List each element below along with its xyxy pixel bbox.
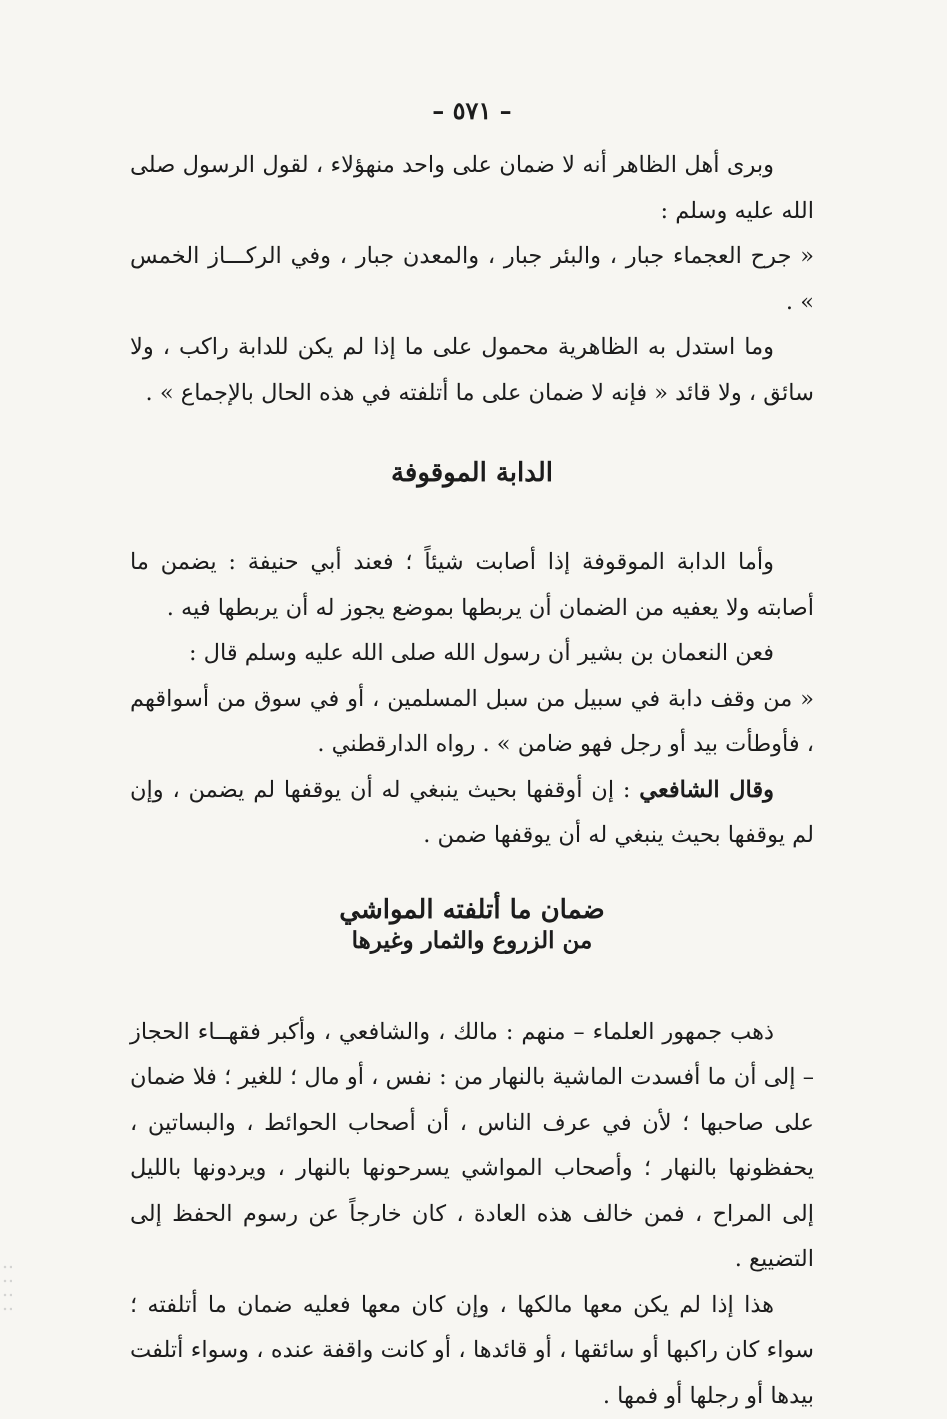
- section-subheading-damaan: من الزروع والثمار وغيرها: [130, 927, 814, 954]
- paragraph-numan-narration: فعن النعمان بن بشير أن رسول الله صلى الله عليه وسلم قال :: [130, 631, 814, 677]
- shafii-label: وقال الشافعي: [639, 777, 774, 803]
- shafii-text: : إن أوقفها بحيث ينبغي له أن يوقفها لم يضمن ، وإن لم يوقفها بحيث ينبغي له أن يوقفها ضمن .: [130, 777, 814, 849]
- paragraph-zahiri-evidence: وما استدل به الظاهرية محمول على ما إذا لم يكن للدابة راكب ، ولا سائق ، ولا قائد « فإنه لا ضمان على ما أتلفته في هذه الحال بالإجماع » .: [130, 325, 814, 416]
- paragraph-abu-hanifa: وأما الدابة الموقوفة إذا أصابت شيئاً ؛ فعند أبي حنيفة : يضمن ما أصابته ولا يعفيه من الضمان أن يربطها بموضع يجوز له أن يربطها فيه .: [130, 540, 814, 631]
- book-page: [130, 96, 814, 1419]
- paragraph-shafii: [130, 768, 814, 859]
- paragraph-zahiri-view: وبرى أهل الظاهر أنه لا ضمان على واحد منهؤلاء ، لقول الرسول صلى الله عليه وسلم :: [130, 143, 814, 234]
- section-heading-mawqufa: الدابة الموقوفة: [130, 458, 814, 488]
- hadith-quote-waqf: « من وقف دابة في سبيل من سبل المسلمين ، أو في سوق من أسواقهم ، فأوطأت بيد أو رجل فهو ضامن » . رواه الدارقطني .: [130, 677, 814, 768]
- hadith-quote-ajma: « جرح العجماء جبار ، والبئر جبار ، والمعدن جبار ، وفي الركـــاز الخمس » .: [130, 234, 814, 325]
- page-number: – ٥٧١ –: [130, 96, 814, 125]
- scan-speckle-decoration: [2, 1260, 12, 1320]
- paragraph-jumhur: ذهب جمهور العلماء – منهم : مالك ، والشافعي ، وأكبر فقهــاء الحجاز – إلى أن ما أفسدت الماشية بالنهار من : نفس ، أو مال ؛ للغير ؛ فلا ضمان على صاحبها ؛ لأن في عرف الناس ، أن أصحاب الحوائط ، والبساتين ، يحفظونها بالنهار ؛ وأصحاب المواشي يسرحونها بالنهار ، ويردونها بالليل إلى المراح ، فمن خالف هذه العادة ، كان خارجاً عن رسوم الحفظ إلى التضييع .: [130, 1010, 814, 1283]
- section-heading-damaan: ضمان ما أتلفته المواشي: [130, 895, 814, 925]
- paragraph-owner-present: هذا إذا لم يكن معها مالكها ، وإن كان معها فعليه ضمان ما أتلفته ؛ سواء كان راكبها أو سائقها ، أو قائدها ، أو كانت واقفة عنده ، وسواء أتلفت بيدها أو رجلها أو فمها .: [130, 1283, 814, 1419]
